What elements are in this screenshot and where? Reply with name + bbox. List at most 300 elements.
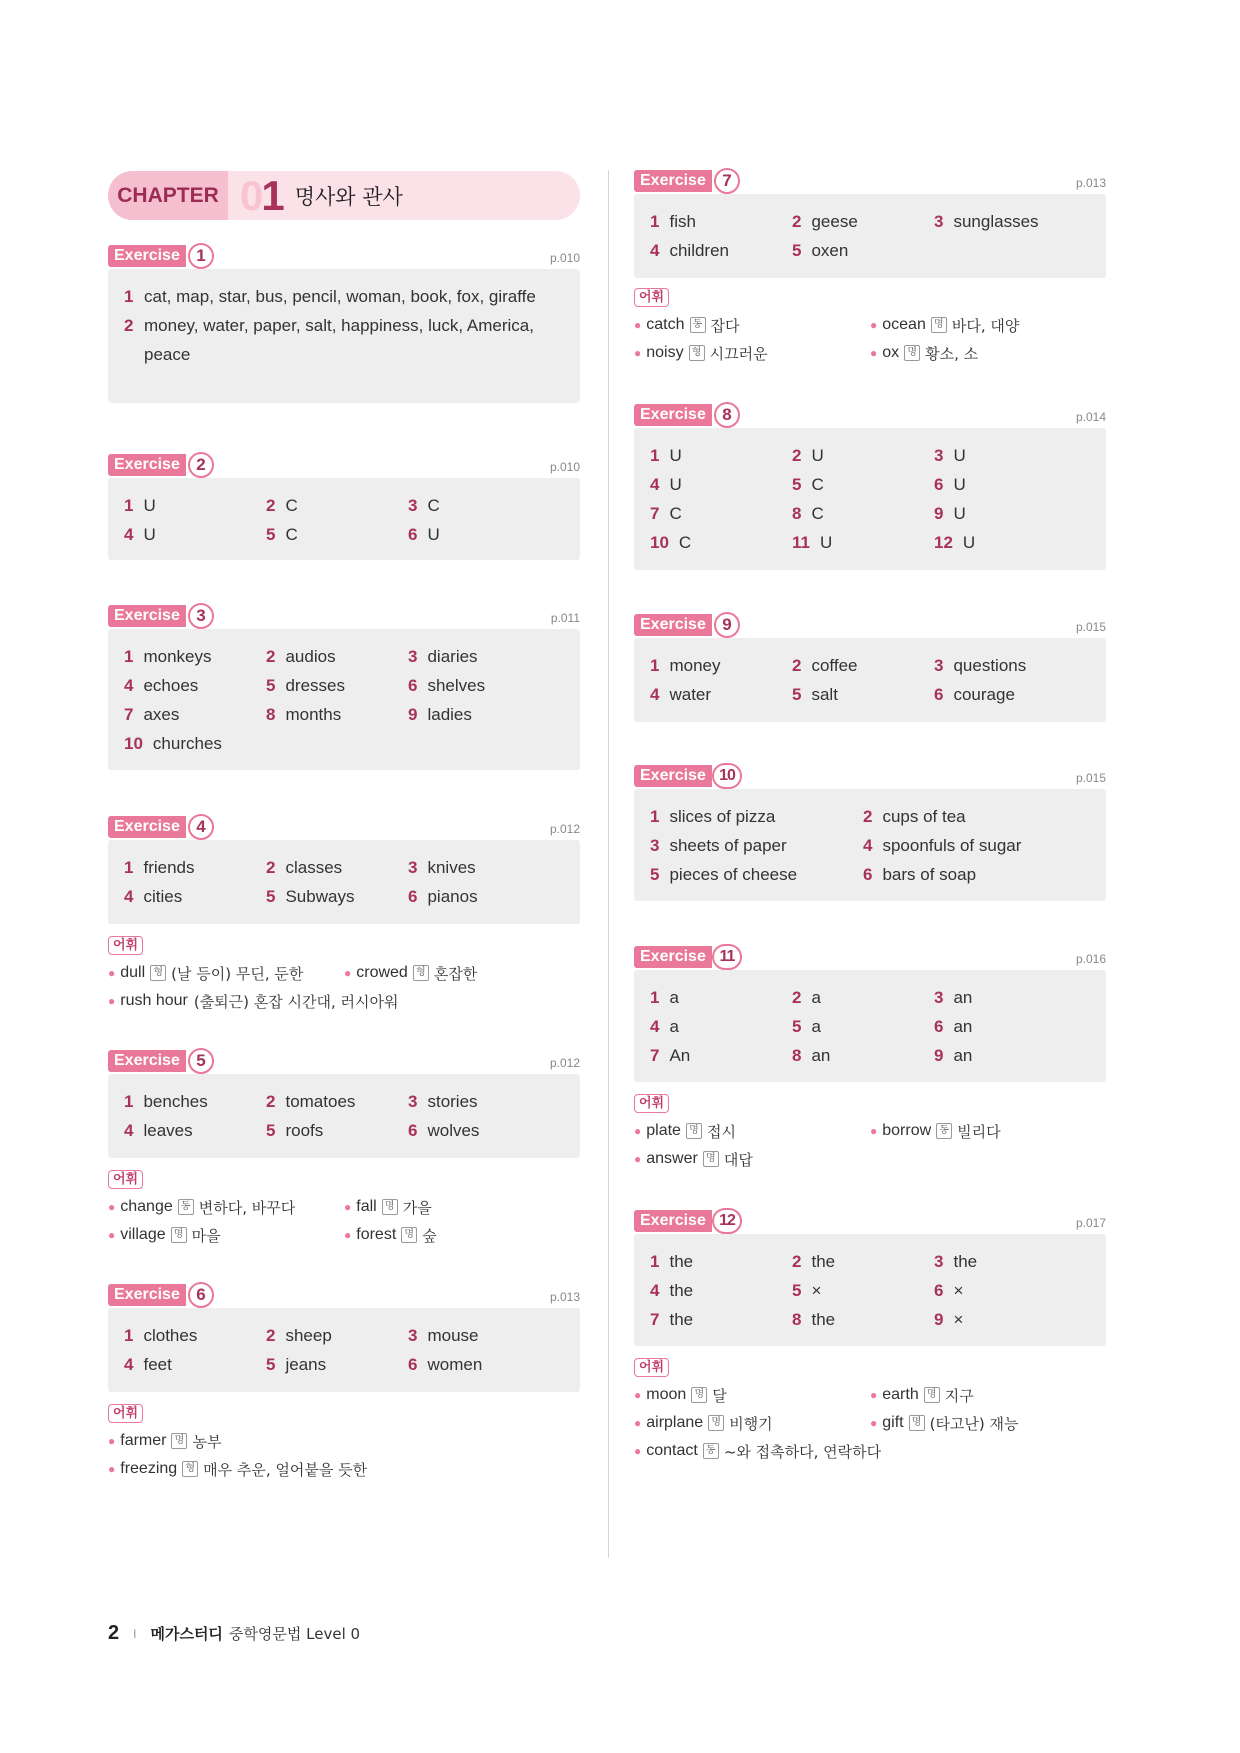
answer-item bbox=[124, 282, 564, 311]
bullet-icon: ● bbox=[108, 1228, 116, 1242]
item-number: 9 bbox=[934, 503, 944, 523]
item-number: 5 bbox=[266, 1120, 276, 1140]
answer-box bbox=[108, 840, 580, 924]
exercise-number: 6 bbox=[188, 1282, 214, 1308]
answer-cell bbox=[934, 212, 1076, 232]
answer-row bbox=[124, 853, 564, 882]
item-number: 4 bbox=[650, 684, 660, 704]
item-text: questions bbox=[953, 655, 1027, 675]
answer-cell bbox=[863, 836, 1076, 856]
item-text: stories bbox=[427, 1091, 478, 1111]
vocab-word: answer bbox=[646, 1150, 698, 1167]
item-number: 3 bbox=[934, 987, 944, 1007]
item-number: 2 bbox=[792, 445, 802, 465]
answer-cell bbox=[124, 734, 266, 754]
vocab-label: 어휘 bbox=[108, 936, 143, 955]
item-text: salt bbox=[811, 684, 838, 704]
vocab-item bbox=[108, 1197, 344, 1218]
exercise-number: 12 bbox=[712, 1208, 742, 1234]
item-text: cat, map, star, bus, pencil, woman, book, fox, giraffe bbox=[144, 287, 536, 306]
book-title: 중학영문법 Level 0 bbox=[228, 1625, 361, 1643]
pos-badge: 동 bbox=[178, 1199, 194, 1215]
bullet-icon: ● bbox=[634, 1124, 642, 1138]
item-number: 1 bbox=[650, 655, 660, 675]
answer-box bbox=[108, 1074, 580, 1158]
answer-cell bbox=[266, 1326, 408, 1346]
answer-cell bbox=[124, 887, 266, 907]
vocab-meaning: 바다, 대양 bbox=[951, 316, 1020, 335]
vocab-word: earth bbox=[882, 1386, 919, 1403]
answer-row bbox=[124, 1087, 564, 1116]
pos-badge: 명 bbox=[691, 1387, 707, 1403]
answer-cell bbox=[650, 212, 792, 232]
item-number: 10 bbox=[650, 532, 669, 552]
answer-cell bbox=[650, 1252, 792, 1272]
answer-box bbox=[634, 428, 1106, 570]
answer-cell bbox=[792, 1252, 934, 1272]
answer-cell bbox=[934, 1252, 1076, 1272]
bullet-icon: ● bbox=[870, 1124, 878, 1138]
item-text: sheep bbox=[285, 1325, 332, 1345]
page-ref: p.014 bbox=[1075, 410, 1106, 424]
item-number: 3 bbox=[934, 211, 944, 231]
vocab-meaning: (타고난) 재능 bbox=[929, 1414, 1019, 1433]
answer-cell bbox=[792, 1046, 934, 1066]
item-text: a bbox=[811, 1016, 821, 1036]
chapter-tab: CHAPTER bbox=[108, 171, 228, 220]
item-number: 3 bbox=[408, 857, 418, 877]
vocab-meaning: 숲 bbox=[422, 1226, 437, 1245]
item-number: 7 bbox=[124, 704, 134, 724]
exercise-header bbox=[634, 763, 1106, 789]
vocab-meaning: 매우 추운, 얼어붙을 듯한 bbox=[203, 1460, 368, 1479]
vocab-row bbox=[634, 339, 1106, 367]
answer-cell bbox=[408, 647, 550, 667]
item-number: 4 bbox=[124, 886, 134, 906]
answer-cell bbox=[266, 1092, 408, 1112]
exercise-label: Exercise bbox=[108, 605, 186, 627]
item-text: an bbox=[953, 1045, 973, 1065]
item-text: knives bbox=[427, 857, 476, 877]
item-number: 4 bbox=[124, 524, 134, 544]
vocab-meaning: 변하다, 바꾸다 bbox=[198, 1198, 296, 1217]
vocab-meaning: 접시 bbox=[706, 1122, 736, 1141]
answer-row bbox=[650, 236, 1090, 265]
answer-cell bbox=[650, 1046, 792, 1066]
answer-cell bbox=[934, 656, 1076, 676]
vocab-meaning: 가을 bbox=[402, 1198, 432, 1217]
chapter-number-one: 1 bbox=[261, 171, 283, 219]
answer-cell bbox=[408, 525, 550, 545]
answer-box bbox=[634, 789, 1106, 901]
answer-row bbox=[650, 680, 1090, 709]
item-text: oxen bbox=[811, 240, 849, 260]
answer-cell bbox=[792, 1281, 934, 1301]
pos-badge: 명 bbox=[703, 1151, 719, 1167]
answer-cell bbox=[934, 1046, 1076, 1066]
item-text: tomatoes bbox=[285, 1091, 356, 1111]
bullet-icon: ● bbox=[344, 966, 352, 980]
vocab-word: moon bbox=[646, 1386, 687, 1403]
item-number: 3 bbox=[408, 495, 418, 515]
page-ref: p.012 bbox=[549, 1056, 580, 1070]
vocab-row bbox=[634, 1409, 1106, 1437]
item-number: 7 bbox=[650, 503, 660, 523]
item-text: jeans bbox=[285, 1354, 327, 1374]
item-number: 2 bbox=[863, 806, 873, 826]
vocab-word: freezing bbox=[120, 1460, 178, 1477]
item-number: 4 bbox=[650, 1280, 660, 1300]
item-text: U bbox=[143, 495, 156, 515]
answer-cell bbox=[266, 887, 408, 907]
exercise-label: Exercise bbox=[108, 1050, 186, 1072]
item-text: an bbox=[953, 1016, 973, 1036]
pos-badge: 명 bbox=[708, 1415, 724, 1431]
vocab-meaning: (날 등이) 무딘, 둔한 bbox=[171, 964, 304, 983]
pos-badge: 동 bbox=[703, 1443, 719, 1459]
answer-cell bbox=[650, 988, 792, 1008]
item-text: U bbox=[143, 524, 156, 544]
page-number: 2 bbox=[108, 1622, 120, 1644]
answer-cell bbox=[124, 1121, 266, 1141]
item-number: 5 bbox=[266, 886, 276, 906]
item-number: 6 bbox=[408, 886, 418, 906]
item-number: 9 bbox=[934, 1309, 944, 1329]
pos-badge: 명 bbox=[924, 1387, 940, 1403]
bullet-icon: ● bbox=[634, 318, 642, 332]
answer-cell bbox=[266, 496, 408, 516]
item-number: 12 bbox=[934, 532, 953, 552]
answer-box bbox=[108, 478, 580, 560]
vocab-section bbox=[634, 1358, 1106, 1465]
answer-row bbox=[124, 700, 564, 729]
vocab-section bbox=[634, 288, 1106, 367]
item-text: An bbox=[669, 1045, 691, 1065]
pos-badge: 명 bbox=[904, 345, 920, 361]
exercise-10 bbox=[634, 763, 1106, 901]
vocab-label: 어휘 bbox=[634, 1358, 669, 1377]
item-text: C bbox=[678, 532, 692, 552]
exercise-number: 3 bbox=[188, 603, 214, 629]
item-text: U bbox=[669, 474, 682, 494]
exercise-label: Exercise bbox=[634, 765, 712, 787]
item-number: 1 bbox=[650, 445, 660, 465]
exercise-1 bbox=[108, 243, 580, 403]
bullet-icon: ● bbox=[634, 1416, 642, 1430]
answer-cell bbox=[650, 685, 792, 705]
bullet-icon: ● bbox=[634, 1388, 642, 1402]
item-number: 6 bbox=[934, 684, 944, 704]
answer-cell bbox=[650, 836, 863, 856]
answer-row bbox=[650, 831, 1090, 860]
item-text: children bbox=[669, 240, 730, 260]
item-number: 5 bbox=[792, 474, 802, 494]
answer-cell bbox=[863, 865, 1076, 885]
answer-cell bbox=[934, 446, 1076, 466]
answer-row bbox=[650, 1041, 1090, 1070]
item-text: C bbox=[285, 495, 298, 515]
item-number: 1 bbox=[650, 211, 660, 231]
exercise-8 bbox=[634, 402, 1106, 570]
answer-row bbox=[650, 1276, 1090, 1305]
item-text: courage bbox=[953, 684, 1015, 704]
item-text: bars of soap bbox=[882, 864, 977, 884]
item-text: C bbox=[427, 495, 440, 515]
answer-cell bbox=[650, 504, 792, 524]
item-number: 2 bbox=[792, 987, 802, 1007]
vocab-word: ox bbox=[882, 344, 900, 361]
answer-cell bbox=[650, 656, 792, 676]
item-number: 1 bbox=[124, 646, 134, 666]
item-number: 9 bbox=[934, 1045, 944, 1065]
page-ref: p.015 bbox=[1075, 620, 1106, 634]
item-number: 1 bbox=[650, 987, 660, 1007]
answer-cell bbox=[124, 676, 266, 696]
answer-cell bbox=[792, 533, 934, 553]
vocab-item bbox=[634, 343, 870, 364]
vocab-item bbox=[108, 1431, 221, 1452]
item-text: monkeys bbox=[143, 646, 212, 666]
vocab-word: plate bbox=[646, 1122, 681, 1139]
answer-row bbox=[650, 802, 1090, 831]
answer-cell bbox=[650, 807, 863, 827]
pos-badge: 형 bbox=[413, 965, 429, 981]
exercise-header bbox=[634, 402, 1106, 428]
answer-cell bbox=[266, 705, 408, 725]
item-text: cups of tea bbox=[882, 806, 966, 826]
pos-badge: 동 bbox=[936, 1123, 952, 1139]
vocab-item bbox=[634, 1413, 870, 1434]
column-divider bbox=[608, 170, 609, 1558]
answer-row bbox=[124, 491, 564, 520]
exercise-label: Exercise bbox=[108, 816, 186, 838]
answer-cell bbox=[266, 858, 408, 878]
item-number: 8 bbox=[792, 503, 802, 523]
item-number: 1 bbox=[650, 806, 660, 826]
answer-row bbox=[650, 1012, 1090, 1041]
page-ref: p.015 bbox=[1075, 771, 1106, 785]
vocab-word: airplane bbox=[646, 1414, 704, 1431]
item-text: shelves bbox=[427, 675, 486, 695]
answer-cell bbox=[266, 647, 408, 667]
vocab-meaning: ~와 접촉하다, 연락하다 bbox=[723, 1442, 882, 1461]
vocab-item bbox=[108, 1459, 367, 1480]
answer-cell bbox=[408, 887, 550, 907]
item-number: 8 bbox=[792, 1309, 802, 1329]
exercise-number: 8 bbox=[714, 402, 740, 428]
pos-badge: 명 bbox=[171, 1227, 187, 1243]
vocab-item bbox=[634, 315, 870, 336]
exercise-header bbox=[108, 1282, 580, 1308]
item-text: U bbox=[669, 445, 682, 465]
answer-row bbox=[124, 729, 564, 758]
item-number: 1 bbox=[650, 1251, 660, 1271]
pos-badge: 명 bbox=[382, 1199, 398, 1215]
item-number: 6 bbox=[408, 1354, 418, 1374]
item-text: U bbox=[427, 524, 440, 544]
vocab-item bbox=[634, 1149, 753, 1170]
exercise-header bbox=[108, 243, 580, 269]
bullet-icon: ● bbox=[344, 1200, 352, 1214]
answer-row bbox=[650, 528, 1090, 557]
item-text: spoonfuls of sugar bbox=[882, 835, 1022, 855]
vocab-label: 어휘 bbox=[634, 1094, 669, 1113]
item-number: 5 bbox=[266, 675, 276, 695]
vocab-word: fall bbox=[356, 1198, 377, 1215]
item-number: 1 bbox=[124, 1325, 134, 1345]
item-text: the bbox=[953, 1251, 978, 1271]
vocab-label: 어휘 bbox=[634, 288, 669, 307]
item-text: an bbox=[953, 987, 973, 1007]
answer-cell bbox=[266, 1355, 408, 1375]
answer-row bbox=[124, 671, 564, 700]
item-number: 8 bbox=[266, 704, 276, 724]
item-text: × bbox=[811, 1280, 822, 1300]
item-number: 2 bbox=[266, 1325, 276, 1345]
item-text: U bbox=[811, 445, 824, 465]
answer-cell bbox=[934, 988, 1076, 1008]
exercise-12 bbox=[634, 1208, 1106, 1346]
vocab-word: ocean bbox=[882, 316, 926, 333]
exercise-header bbox=[108, 814, 580, 840]
vocab-meaning: (출퇴근) 혼잡 시간대, 러시아워 bbox=[193, 992, 399, 1011]
item-text: fish bbox=[669, 211, 696, 231]
item-text: the bbox=[669, 1251, 694, 1271]
item-text: a bbox=[669, 987, 679, 1007]
exercise-number: 7 bbox=[714, 168, 740, 194]
item-text: sunglasses bbox=[953, 211, 1039, 231]
vocab-meaning: 달 bbox=[712, 1386, 727, 1405]
vocab-meaning: 황소, 소 bbox=[925, 344, 979, 363]
vocab-word: gift bbox=[882, 1414, 904, 1431]
item-text: audios bbox=[285, 646, 336, 666]
exercise-label: Exercise bbox=[634, 404, 712, 426]
answer-cell bbox=[124, 1326, 266, 1346]
bullet-icon: ● bbox=[634, 1152, 642, 1166]
answer-cell bbox=[124, 705, 266, 725]
item-number: 5 bbox=[792, 240, 802, 260]
pos-badge: 동 bbox=[690, 317, 706, 333]
page-ref: p.011 bbox=[550, 611, 580, 625]
page-ref: p.016 bbox=[1075, 952, 1106, 966]
vocab-word: borrow bbox=[882, 1122, 932, 1139]
item-text: sheets of paper bbox=[669, 835, 787, 855]
exercise-number: 9 bbox=[714, 612, 740, 638]
exercise-header bbox=[634, 168, 1106, 194]
item-text: × bbox=[953, 1309, 964, 1329]
pos-badge: 형 bbox=[182, 1461, 198, 1477]
bullet-icon: ● bbox=[108, 1434, 116, 1448]
vocab-label: 어휘 bbox=[108, 1404, 143, 1423]
item-text: feet bbox=[143, 1354, 172, 1374]
item-text: a bbox=[669, 1016, 679, 1036]
item-text: a bbox=[811, 987, 821, 1007]
answer-cell bbox=[934, 475, 1076, 495]
pos-badge: 명 bbox=[686, 1123, 702, 1139]
item-text: dresses bbox=[285, 675, 345, 695]
exercise-number: 10 bbox=[712, 763, 742, 789]
answer-box bbox=[108, 269, 580, 403]
answer-cell bbox=[650, 1310, 792, 1330]
bullet-icon: ● bbox=[870, 318, 878, 332]
answer-cell bbox=[650, 1281, 792, 1301]
vocab-item bbox=[108, 963, 344, 984]
answer-row bbox=[124, 882, 564, 911]
pos-badge: 명 bbox=[909, 1415, 925, 1431]
item-number: 2 bbox=[266, 1091, 276, 1111]
answer-box bbox=[108, 1308, 580, 1392]
exercise-header bbox=[108, 1048, 580, 1074]
exercise-label: Exercise bbox=[634, 614, 712, 636]
chapter-title: 명사와 관사 bbox=[294, 184, 403, 209]
item-number: 4 bbox=[650, 240, 660, 260]
bullet-icon: ● bbox=[344, 1228, 352, 1242]
vocab-item bbox=[634, 1385, 870, 1406]
item-text: U bbox=[953, 445, 966, 465]
chapter-header bbox=[108, 171, 580, 220]
answer-cell bbox=[408, 1092, 550, 1112]
item-number: 4 bbox=[124, 1354, 134, 1374]
answer-cell bbox=[863, 807, 1076, 827]
item-number: 6 bbox=[408, 675, 418, 695]
item-number: 3 bbox=[934, 1251, 944, 1271]
item-text: pianos bbox=[427, 886, 478, 906]
vocab-item bbox=[344, 1197, 432, 1218]
answer-cell bbox=[124, 647, 266, 667]
answer-box bbox=[634, 1234, 1106, 1346]
bullet-icon: ● bbox=[108, 966, 116, 980]
item-number: 5 bbox=[792, 1280, 802, 1300]
answer-cell bbox=[792, 685, 934, 705]
vocab-meaning: 시끄러운 bbox=[709, 344, 768, 363]
item-number: 6 bbox=[863, 864, 873, 884]
item-text: money bbox=[669, 655, 721, 675]
page-ref: p.017 bbox=[1075, 1216, 1106, 1230]
page-footer bbox=[108, 1622, 360, 1645]
vocab-row bbox=[634, 1117, 1106, 1145]
answer-cell bbox=[650, 1017, 792, 1037]
vocab-section bbox=[108, 1404, 580, 1483]
exercise-header bbox=[108, 452, 580, 478]
answer-cell bbox=[650, 446, 792, 466]
exercise-number: 4 bbox=[188, 814, 214, 840]
vocab-item bbox=[344, 1225, 437, 1246]
answer-cell bbox=[934, 1281, 1076, 1301]
exercise-label: Exercise bbox=[108, 245, 186, 267]
vocab-meaning: 잡다 bbox=[710, 316, 740, 335]
vocab-row bbox=[634, 1381, 1106, 1409]
page-ref: p.012 bbox=[549, 822, 580, 836]
exercise-header bbox=[108, 603, 580, 629]
item-number: 1 bbox=[124, 495, 134, 515]
item-number: 9 bbox=[408, 704, 418, 724]
vocab-word: crowed bbox=[356, 964, 408, 981]
item-number: 6 bbox=[408, 1120, 418, 1140]
item-number: 2 bbox=[266, 646, 276, 666]
answer-cell bbox=[934, 504, 1076, 524]
item-text: mouse bbox=[427, 1325, 479, 1345]
answer-cell bbox=[408, 1326, 550, 1346]
vocab-item bbox=[634, 1121, 870, 1142]
item-number: 3 bbox=[408, 1325, 418, 1345]
vocab-meaning: 빌리다 bbox=[957, 1122, 1001, 1141]
item-text: wolves bbox=[427, 1120, 480, 1140]
item-number: 3 bbox=[408, 646, 418, 666]
answer-cell bbox=[124, 496, 266, 516]
item-number: 2 bbox=[266, 495, 276, 515]
vocab-section bbox=[634, 1094, 1106, 1173]
item-number: 4 bbox=[124, 1120, 134, 1140]
